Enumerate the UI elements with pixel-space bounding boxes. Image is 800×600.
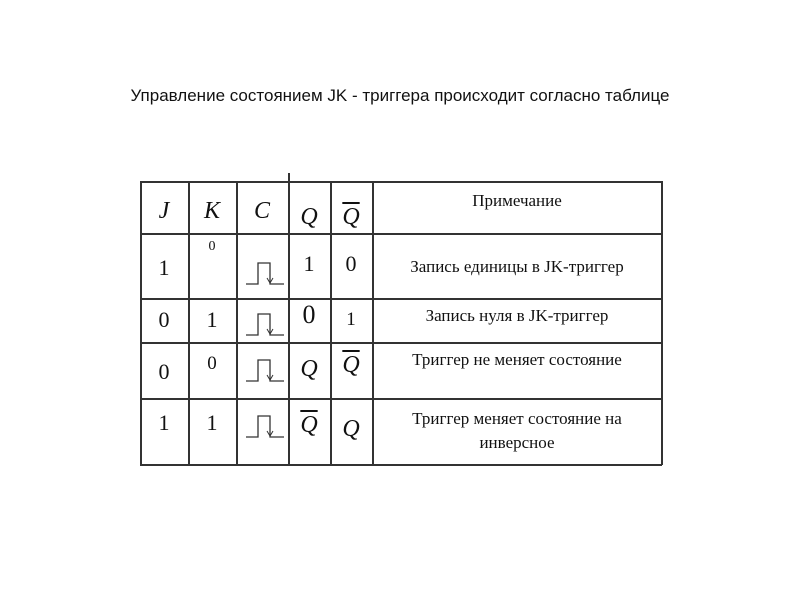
- row2-note: Запись нуля в JK-триггер: [425, 306, 609, 325]
- header-k: K: [203, 197, 220, 224]
- page-title: Управление состоянием JK - триггера происходит согласно таблице: [130, 86, 670, 105]
- row2-q: 0: [302, 300, 316, 329]
- row4-note: Триггер меняет состояние на инверсное: [412, 409, 622, 452]
- clock-pulse-icon: [246, 355, 286, 385]
- clock-pulse-icon: [246, 411, 286, 441]
- row4-k: 1: [206, 410, 218, 435]
- row4-j: 1: [158, 410, 170, 435]
- row4-q-inverse: $\overline{Q}$: [300, 411, 318, 438]
- jk-truth-table: [140, 181, 662, 465]
- row4-q: Q: [342, 415, 360, 442]
- row3-note: Триггер не меняет состояние: [412, 350, 622, 369]
- clock-pulse-icon: [246, 258, 286, 288]
- row3-k: 0: [207, 353, 217, 374]
- row3-j: 0: [158, 359, 170, 384]
- row1-note: Запись единицы в JK-триггер: [410, 257, 624, 276]
- clock-pulse-icon: [246, 309, 286, 339]
- row2-k: 1: [206, 307, 218, 332]
- header-q: Q: [300, 203, 318, 230]
- header-c: C: [253, 197, 270, 224]
- row1-q-inverse: 0: [345, 251, 357, 276]
- header-j: J: [158, 197, 170, 224]
- row2-q-inverse: 1: [346, 309, 356, 330]
- header-q-inverse: $\overline{Q}$: [342, 203, 360, 230]
- row1-k: 0: [208, 239, 216, 254]
- row1-q: 1: [303, 251, 315, 276]
- row1-j: 1: [158, 255, 170, 280]
- row3-q-inverse: $\overline{Q}$: [342, 351, 360, 378]
- row3-q: Q: [300, 355, 318, 382]
- row2-j: 0: [158, 307, 170, 332]
- header-note: Примечание: [472, 191, 562, 210]
